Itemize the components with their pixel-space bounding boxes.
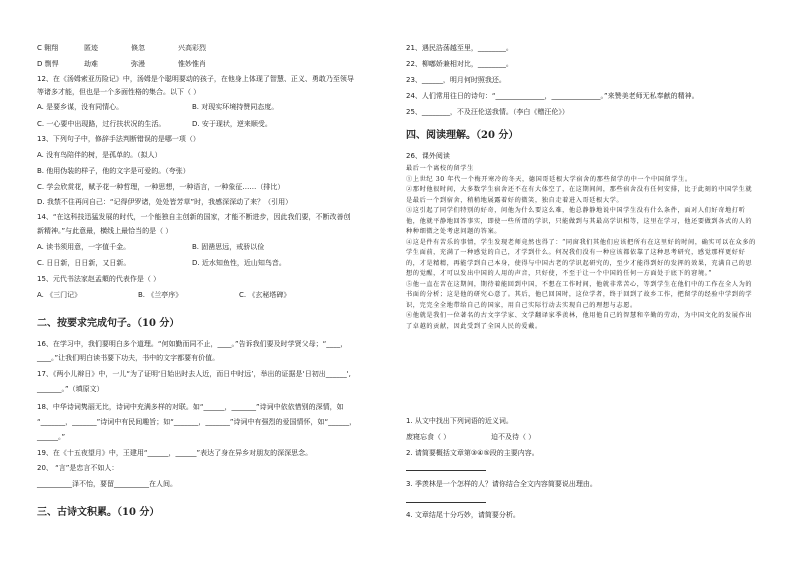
option-text: 惟妙惟肖 xyxy=(178,60,206,68)
q15-stem: 15、元代书法家赵孟頫的代表作是（ ） xyxy=(37,275,161,283)
reading-q1-items xyxy=(406,433,535,442)
vocab-item: 废寝忘食（ ） xyxy=(406,433,451,441)
q13-option-c: C. 学会欣赏花，赋予花一种哲理，一种思想，一种语言，一种象征……（排比） xyxy=(37,183,285,191)
q12-stem: 12、在《汤姆索亚历险记》中，汤姆是个聪明要动的孩子，在他身上体现了智慧、正义、勇敢乃至领导 xyxy=(37,75,354,83)
passage-paragraph: ③这引起了同学们特别的好奇，问他为什么要这么难，他总静静地说中国学生没有什么条件，面对人们好奇地打听他，他就平静地回答事实，即使一些所谓的学识，只能做到与其最高学识相等，这里在学习，他还要做到各式的人的种种细微之处考虑问题的答案。 xyxy=(406,207,753,235)
passage-title: 最后一个离校的留学生 xyxy=(406,165,474,172)
q14-stem: 14、“在这科技迅猛发展的时代，一个能独自主创新的国家，才能不断进步，因此我们要，不断改善创 xyxy=(37,213,351,221)
reading-q3: 3. 季羡林是一个怎样的人？请你结合全文内容简要说出理由。 xyxy=(406,480,597,488)
q24: 24、人们常用往日的诗句：“______________，______________。”来赞美老师无私奉献的精神。 xyxy=(406,92,699,100)
passage-paragraph: ④这是件有苦乐的事情，学生发现老师竟然也得了：“同窗我们其他们应该把所有在这里好的时间，确实可以在众多的学生面前，充满了一种感觉的自己，才学到什么。何况我们没有一种应该都依靠了这种思考研究，感觉那样更好好的，才是精精，再能学到自己本身，使得与中国古老的学识起研究的，至少才能得到好的发挥的效果，充满自己的思想的觉醒，才可以发出中国的人用的声音，只好使，不至于让一个中国的任何一方面处于底下的窘境。” xyxy=(406,238,756,277)
q16-line1: 16、在学习中，我们要明白多个道理。“何如勤而同不止，____。”告诉我们要及时学贤父母；“____， xyxy=(37,340,348,348)
q14-options-cd xyxy=(37,259,347,268)
option-text: D. 安于现状，逆来顺受。 xyxy=(192,120,272,128)
q20-line1: 20、 “言”是忠言不如人： xyxy=(37,464,119,472)
section-2-title: 二、按要求完成句子。（10 分） xyxy=(37,318,180,329)
q25: 25、________，不及汪伦送我情。（李白《赠汪伦》） xyxy=(406,108,569,116)
q13-option-a: A. 没有鸟陪伴的树，是孤单的。（拟人） xyxy=(37,151,162,159)
q12-stem: 等诸多才能，但也是一个多面性格的集合。以下（ ） xyxy=(37,88,201,96)
vocab-item: 迫不及待（ ） xyxy=(491,433,536,441)
q19: 19、在《十五夜望月》中，王建用“______，______”表达了身在异乡对朋友的深深思念。 xyxy=(37,449,313,457)
passage-paragraph: ①上世纪 30 年代一个梅开寒冷的冬天，德国哥廷根大学宿舍的那些留学的中一个中国留学生。 xyxy=(406,175,692,183)
q13-option-d: D. 我禁不住再问自己：“记得伊罗诸，处处皆芳草”时，我感深深动了来？（引用） xyxy=(37,198,293,206)
reading-q2: 2. 请简要概括文章第③④⑤段的主要内容。 xyxy=(406,449,539,457)
q11-option-d xyxy=(37,60,225,69)
option-text: C. 一心要中出现路，过行扶状况的生活。 xyxy=(37,120,166,128)
reading-q4: 4. 文章结尾十分巧妙，请简要分析。 xyxy=(406,511,520,519)
q17-line2: _______。”（填原文） xyxy=(37,385,104,393)
answer-line[interactable] xyxy=(406,502,486,503)
option-text: B. 对现实环境持赞同态度。 xyxy=(192,103,279,111)
option-text: 兴高彩烈 xyxy=(178,44,206,52)
q17-line1: 17、《两小儿辩日》中，一儿“为了证明‘日始出时去人近，而日中时远’，举出的证据是‘日初出______', xyxy=(37,370,351,378)
option-text: B. 固凿思远，戒骄以俭 xyxy=(192,243,265,251)
passage-paragraph: ⑤他一直在苦在这期间，期待着能回到中国，不想在工作时间，他就非常苦心，等到学生在他们中的工作在全人为的书面的分析；这是他的研究心意了。其后，他已回国时，这位学者，终于回到了故乡工作，把留学的经验中学到的学识，完完全全地带给自己的国家，用自己实际行动去实现自己的理想与志愿。 xyxy=(406,280,753,309)
option-text: C. 《玄秘塔碑》 xyxy=(239,291,291,299)
reading-passage xyxy=(406,164,756,332)
q11-option-c xyxy=(37,44,225,53)
q13-stem: 13、下列句子中，修辞手法判断错误的是哪一项（） xyxy=(37,135,200,143)
q16-line2: ____。”让我们明白读书要下功夫，书中的文字都要有价值。 xyxy=(37,354,220,362)
q26-label: 26、课外阅读 xyxy=(406,152,450,160)
q21: 21、遇民浩荡越至里，________。 xyxy=(406,44,513,52)
passage-paragraph: ②那时他很时间，大多数学生宿舍还不在有大体空了，在这期间间，那些宿舍没有任何安排，比于此刻的中国学生就是最后一个到宿舍，稍稍地展露着好的微笑，独自走着进入哥廷根大学。 xyxy=(406,186,753,204)
section-4-title: 四、阅读理解。（20 分） xyxy=(406,130,519,141)
reading-q1: 1. 从文中找出下列词语的近义词。 xyxy=(406,417,513,425)
q13-option-b: B. 他用伪装的样子，他的文字是可爱的。（夸张） xyxy=(37,167,190,175)
q18-line1: 18、中华诗词隽丽无比，诗词中充满多样的对联。如“______，_______”诗词中依依惜别的深情，如 xyxy=(37,403,344,411)
option-text: 劫难 xyxy=(84,60,98,68)
option-text: A. 读书须用意，一字值千金。 xyxy=(37,243,131,251)
option-text: D. 近水知鱼性，近山知鸟音。 xyxy=(192,259,286,267)
option-text: A. 是要乡谋，没有同情心。 xyxy=(37,103,124,111)
answer-line[interactable] xyxy=(406,470,486,471)
q18-line3: ______。” xyxy=(37,433,66,441)
q20-line2: __________泽不怡，要留__________在人间。 xyxy=(37,480,177,488)
q14-options-ab xyxy=(37,243,347,252)
q23: 23、______，明月何时照我还。 xyxy=(406,76,506,84)
option-text: C. 日日新，日日新，又日新。 xyxy=(37,259,131,267)
option-text: D 剽悍 xyxy=(37,60,59,68)
option-text: A. 《三门记》 xyxy=(37,291,82,299)
option-text: 匿迹 xyxy=(84,44,98,52)
q15-options xyxy=(37,291,340,300)
passage-paragraph: ⑥他就是我们一位著名的古文字学家、文学翻译家季羡林，他用他自己的智慧和辛勤的劳动，为中国文化的发展作出了卓越的贡献，因此受到了全国人民的爱戴。 xyxy=(406,312,753,330)
option-text: B. 《兰亭序》 xyxy=(138,291,183,299)
q14-stem: 新精神。”与此意最，横线上最恰当的是（ ） xyxy=(37,227,173,235)
q12-options-ab xyxy=(37,103,347,112)
q12-options-cd xyxy=(37,120,347,129)
option-text: C 翱翔 xyxy=(37,44,59,52)
option-text: 倏忽 xyxy=(131,44,145,52)
option-text: 弥漫 xyxy=(131,60,145,68)
section-3-title: 三、古诗文积累。（10 分） xyxy=(37,507,160,518)
q22: 22、柳嘟娇兼相对比，________。 xyxy=(406,60,513,68)
q18-line2: “_______，_______”诗词中有民间趣旨；如“_______，_______”诗词中有强烈的爱国情怀，如“______， xyxy=(37,418,357,426)
